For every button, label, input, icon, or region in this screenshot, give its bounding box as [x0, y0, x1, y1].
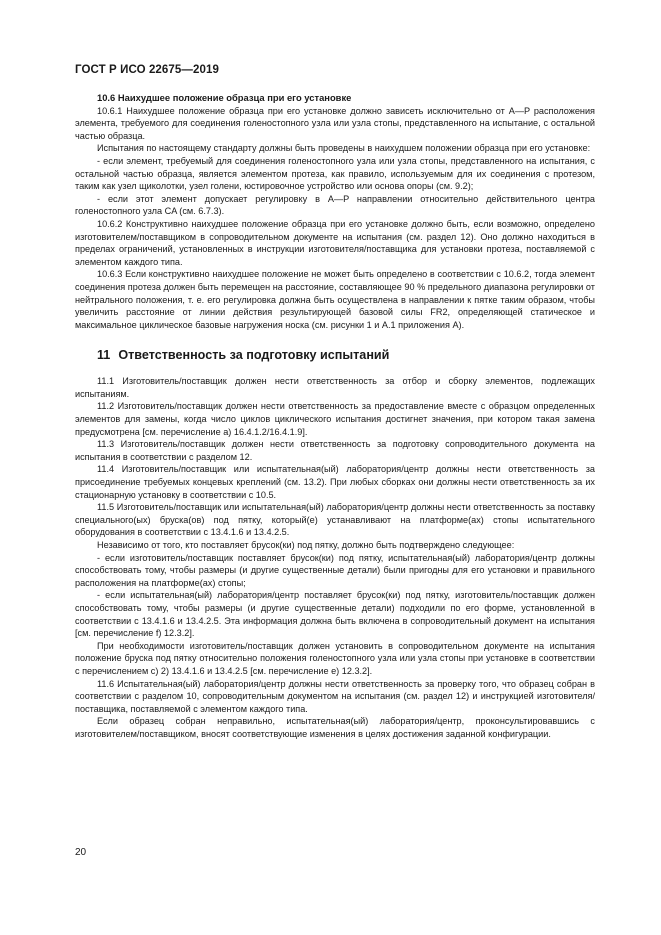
paragraph-10-6-1: 10.6.1 Наихудшее положение образца при его установке должно зависеть исключительно от A—P расположения элемента, требуемого для соединения голеностопного узла или узла стопы, представленного на испытание, с остальной частью образца.: [75, 105, 595, 141]
paragraph: Независимо от того, кто поставляет брусок(ки) под пятку, должно быть подтверждено следующее:: [97, 540, 515, 550]
list-item: - если испытательная(ый) лаборатория/центр поставляет брусок(ки) под пятку, изготовитель/поставщик должен способствовать тому, чтобы размеры (и другие существенные детали) подходили по его форме, установленной в соответствии с 13.4.1.6 и 13.4.2.5. Эта информация должна быть включена в сопроводительный документ на испытания [см. перечисление f) 12.3.2].: [75, 590, 595, 639]
list-item: - если изготовитель/поставщик поставляет брусок(ки) под пятку, испытательная(ый) лаборатория/центр должны способствовать тому, чтобы размеры (и другие существенные детали) были пригодны для его установки и правильного расположения на платформе(ах) стопы;: [75, 552, 595, 588]
subsection-heading-10-6: 10.6 Наихудшее положение образца при его установке: [97, 92, 352, 103]
page-number: 20: [75, 847, 87, 858]
paragraph-11-2: 11.2 Изготовитель/поставщик должен нести ответственность за предоставление вместе с образцом определенных элементов для замены, когда число циклов циклического испытания достигнет значения, при котором такая замена предусмотрена [см. перечисление а) 16.4.1.2/16.4.1.9].: [75, 401, 595, 437]
document-header: ГОСТ Р ИСО 22675—2019: [75, 64, 220, 76]
paragraph-11-5: 11.5 Изготовитель/поставщик или испытательная(ый) лаборатория/центр должны нести ответственность за поставку специального(ых) бруска(ов) под пятку, который(е) устанавливают на платформе(ах) стопы испытательного оборудования в соответствии с 13.4.1.6 и 13.4.2.5.: [75, 502, 595, 538]
paragraph: Если образец собран неправильно, испытательная(ый) лаборатория/центр, проконсультировавшись с изготовителем/поставщиком, вносят соответствующие изменения в целях достижения заданной конфигурации.: [75, 716, 595, 739]
list-item: - если элемент, требуемый для соединения голеностопного узла или узла стопы, представленного на испытания, с остальной частью образца, является элементом протеза, как правило, используемым для их соединения с протезом, таким как узел щиколотки, узел голени, юстировочное устройство или основа опоры (см. 9.2);: [75, 155, 595, 192]
document-body: [75, 92, 595, 741]
section-title: Ответственность за подготовку испытаний: [118, 348, 390, 363]
paragraph-10-6-3: 10.6.3 Если конструктивно наихудшее положение не может быть определено в соответствии с 10.6.2, тогда элемент соединения протеза должен быть перемещен на расстояние, составляющее 90 % предельного диапазона регулировки от нейтрального положения, т. е. его регулировка должна быть осуществлена в направлении к пятке таким образом, чтобы увеличить расстояние от линии действия результирующей базовой силы FR2, определяющей статическое и максимальное циклическое базовые нагружения носка (см. рисунки 1 и A.1 приложения А).: [75, 269, 595, 330]
section-heading-11: [97, 348, 595, 363]
section-number: 11: [97, 348, 111, 363]
paragraph-11-6: 11.6 Испытательная(ый) лаборатория/центр должны нести ответственность за проверку того, что образец собран в соответствии с разделом 10, сопроводительным документом на испытания (см. раздел 12) и инструкцией изготовителя/поставщика, поставляемой с элементом каждого типа.: [75, 678, 595, 714]
paragraph: При необходимости изготовитель/поставщик должен установить в сопроводительном документе на испытания положение бруска под пятку относительно положения голеностопного узла или узла стопы при установке в соответствии с перечислением с) 2) 13.4.1.6 и 13.4.2.5 [см. перечисление е) 12.3.2].: [75, 640, 595, 676]
paragraph: Испытания по настоящему стандарту должны быть проведены в наихудшем положении образца при его установке:: [97, 143, 591, 154]
paragraph-11-3: 11.3 Изготовитель/поставщик должен нести ответственность за подготовку сопроводительного документа на испытания в соответствии с разделом 12.: [75, 439, 595, 462]
paragraph-11-1: 11.1 Изготовитель/поставщик должен нести ответственность за отбор и сборку элементов, подлежащих испытаниям.: [75, 376, 595, 399]
list-item: - если этот элемент допускает регулировку в A—P направлении относительно действительного центра голеностопного узла CA (см. 6.7.3).: [75, 193, 595, 217]
paragraph-10-6-2: 10.6.2 Конструктивно наихудшее положение образца при его установке должно быть, если возможно, определено изготовителем/поставщиком в сопроводительном документе на испытания (см. раздел 12). Оно должно находиться в пределах ограничений, установленных в инструкции изготовителя/поставщика для установки протеза, поставляемой с элементом каждого типа.: [75, 218, 595, 267]
paragraph-11-4: 11.4 Изготовитель/поставщик или испытательная(ый) лаборатория/центр должны нести ответственность за присоединение требуемых концевых креплений (см. 13.2). При любых сборках они должны нести ответственность за их стационарную установку в соответствии с 10.5.: [75, 464, 595, 500]
